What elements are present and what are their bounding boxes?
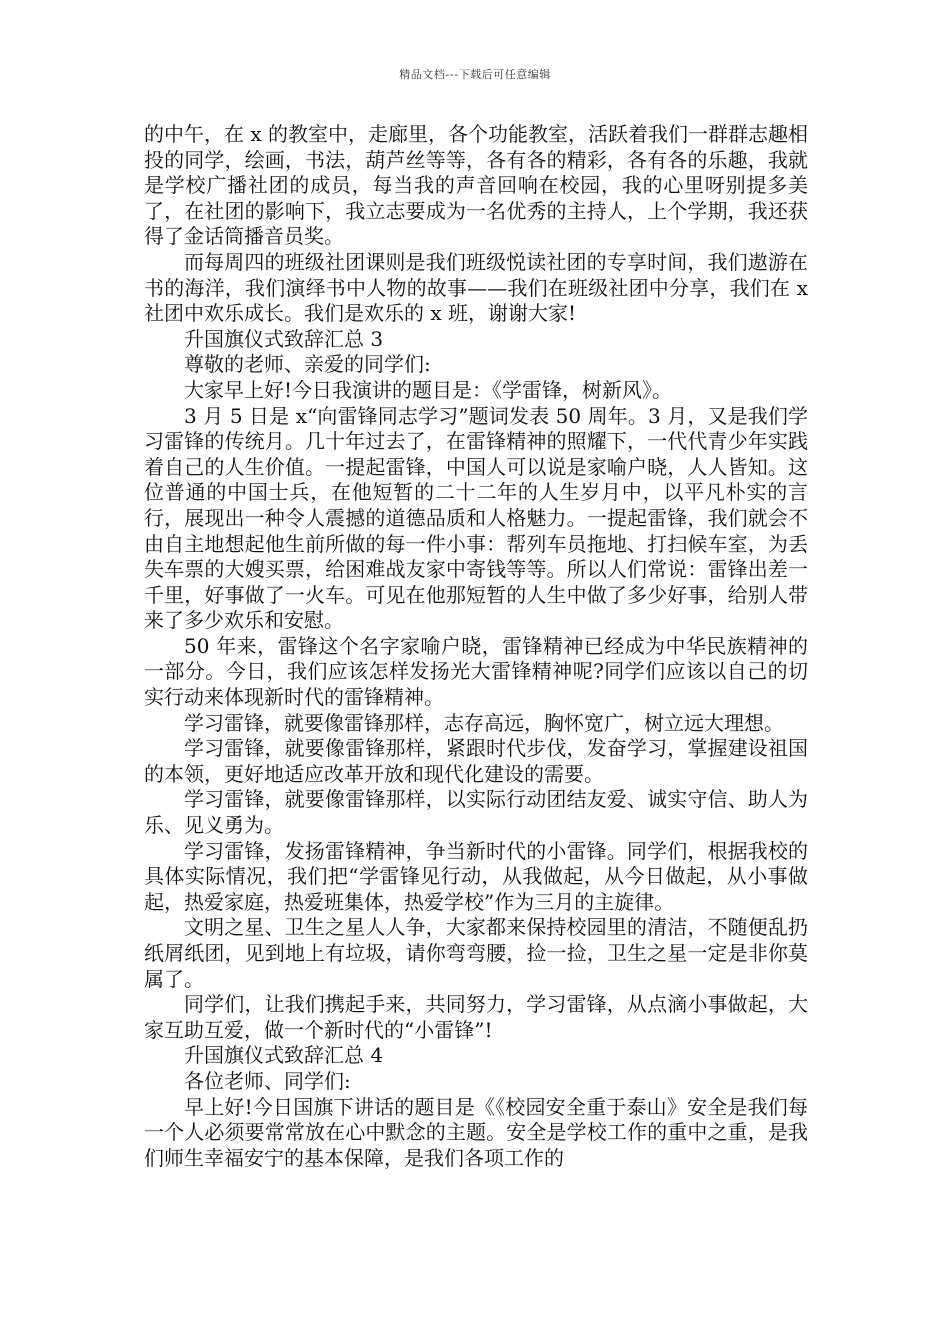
paragraph: 文明之星、卫生之星人人争，大家都来保持校园里的清洁，不随便乱扔纸屑纸团，见到地上有垃圾，请你弯弯腰，捡一捡，卫生之星一定是非你莫属了。 [144,915,808,991]
paragraph: 学习雷锋，就要像雷锋那样，志存高远，胸怀宽广，树立远大理想。 [184,710,784,735]
paragraph: 各位老师、同学们: [184,1068,351,1093]
section-heading: 升国旗仪式致辞汇总 3 [184,326,384,351]
paragraph: 早上好!今日国旗下讲话的题目是《《校园安全重于泰山》安全是我们每一个人必须要常常放在心中默念的主题。安全是学校工作的重中之重，是我们师生幸福安宁的基本保障，是我们各项工作的 [144,1094,808,1170]
paragraph: 学习雷锋，发扬雷锋精神，争当新时代的小雷锋。同学们，根据我校的具体实际情况，我们把“学雷锋见行动，从我做起，从今日做起，从小事做起，热爱家庭，热爱班集体，热爱学校”作为三月的主旋律。 [144,838,808,914]
document-body [144,122,808,1171]
paragraph: 学习雷锋，就要像雷锋那样，以实际行动团结友爱、诚实守信、助人为乐、见义勇为。 [144,787,808,838]
paragraph: 大家早上好!今日我演讲的题目是：《学雷锋，树新风》。 [184,377,673,402]
section-heading: 升国旗仪式致辞汇总 4 [184,1043,384,1068]
paragraph: 的中午，在 x 的教室中，走廊里，各个功能教室，活跃着我们一群群志趣相投的同学，绘画，书法，葫芦丝等等，各有各的精彩，各有各的乐趣，我就是学校广播社团的成员，每当我的声音回响在校园，我的心里呀别提多美了，在社团的影响下，我立志要成为一名优秀的主持人，上个学期，我还获得了金话筒播音员奖。 [144,122,808,249]
paragraph: 学习雷锋，就要像雷锋那样，紧跟时代步伐，发奋学习，掌握建设祖国的本领，更好地适应改革开放和现代化建设的需要。 [144,736,808,786]
paragraph: 50 年来，雷锋这个名字家喻户晓，雷锋精神已经成为中华民族精神的一部分。今日，我们应该怎样发扬光大雷锋精神呢?同学们应该以自己的切实行动来体现新时代的雷锋精神。 [144,633,808,710]
paragraph: 而每周四的班级社团课则是我们班级悦读社团的专享时间，我们遨游在书的海洋，我们演绎书中人物的故事——我们在班级社团中分享，我们在 x 社团中欢乐成长。我们是欢乐的 x 班，谢谢大家! [144,249,808,326]
paragraph: 尊敬的老师、亲爱的同学们: [184,352,431,377]
page-header: 精品文档---下载后可任意编辑 [399,68,551,81]
paragraph: 3 月 5 日是 x“向雷锋同志学习”题词发表 50 周年。3 月，又是我们学习雷锋的传统月。几十年过去了，在雷锋精神的照耀下，一代代青少年实践着自己的人生价值。一提起雷锋，中国人可以说是家喻户晓，人人皆知。这位普通的中国士兵，在他短暂的二十二年的人生岁月中，以平凡朴实的言行，展现出一种令人震撼的道德品质和人格魅力。一提起雷锋，我们就会不由自主地想起他生前所做的每一件小事：帮列车员拖地、打扫候车室，为丢失车票的大嫂买票，给困难战友家中寄钱等等。所以人们常说：雷锋出差一千里，好事做了一火车。可见在他那短暂的人生中做了多少好事，给别人带来了多少欢乐和安慰。 [144,403,808,633]
paragraph: 同学们，让我们携起手来，共同努力，学习雷锋，从点滴小事做起，大家互助互爱，做一个新时代的“小雷锋”! [144,992,808,1042]
